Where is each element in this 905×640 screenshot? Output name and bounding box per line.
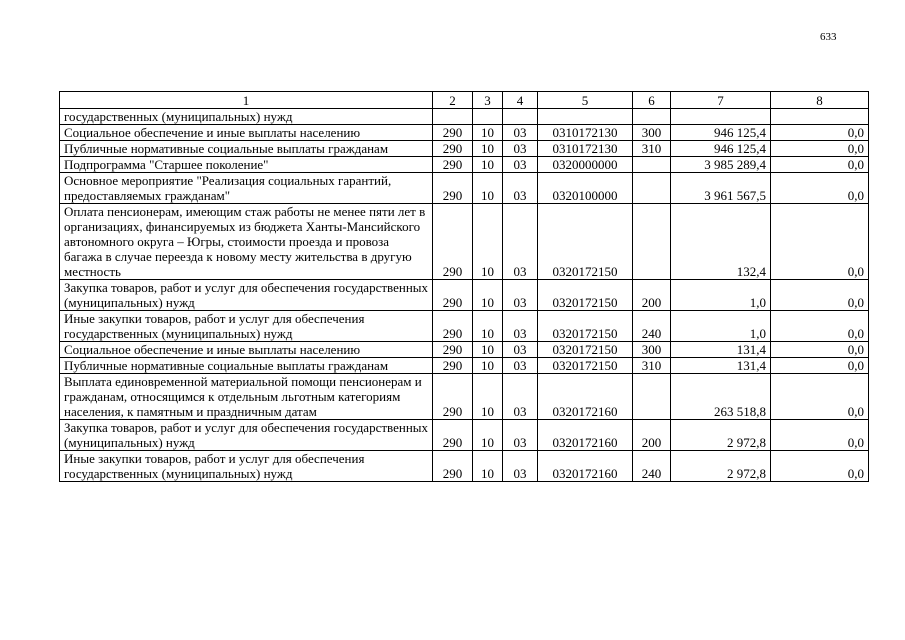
amount-cell: 1,0 <box>671 311 771 342</box>
section-cell: 10 <box>473 420 503 451</box>
expense-type-cell: 200 <box>633 420 671 451</box>
amount2-cell: 0,0 <box>771 358 869 374</box>
subsection-cell: 03 <box>503 280 538 311</box>
section-cell: 10 <box>473 141 503 157</box>
table-row <box>60 374 869 420</box>
amount-cell: 2 972,8 <box>671 451 771 482</box>
amount2-cell <box>771 109 869 125</box>
amount-cell: 1,0 <box>671 280 771 311</box>
code-cell: 290 <box>433 311 473 342</box>
subsection-cell: 03 <box>503 451 538 482</box>
expense-type-cell: 240 <box>633 451 671 482</box>
section-cell: 10 <box>473 374 503 420</box>
expense-type-cell <box>633 109 671 125</box>
table-row <box>60 157 869 173</box>
expense-type-cell <box>633 157 671 173</box>
row-name-cell: Подпрограмма "Старшее поколение" <box>60 157 433 173</box>
expense-type-cell <box>633 374 671 420</box>
code-cell: 290 <box>433 451 473 482</box>
section-cell: 10 <box>473 157 503 173</box>
section-cell: 10 <box>473 342 503 358</box>
code-cell: 290 <box>433 342 473 358</box>
row-name-cell: Социальное обеспечение и иные выплаты населению <box>60 125 433 141</box>
amount2-cell: 0,0 <box>771 204 869 280</box>
header-cell: 3 <box>473 92 503 109</box>
subsection-cell: 03 <box>503 420 538 451</box>
subsection-cell: 03 <box>503 157 538 173</box>
section-cell <box>473 109 503 125</box>
row-name-cell: Выплата единовременной материальной помощи пенсионерам и гражданам, относящимся к отдельным льготным категориям населения, к памятным и праздничным датам <box>60 374 433 420</box>
header-cell: 4 <box>503 92 538 109</box>
amount2-cell: 0,0 <box>771 280 869 311</box>
target-article-cell: 0320172150 <box>538 311 633 342</box>
table-row <box>60 311 869 342</box>
code-cell: 290 <box>433 358 473 374</box>
amount2-cell: 0,0 <box>771 141 869 157</box>
section-cell: 10 <box>473 280 503 311</box>
table-row <box>60 280 869 311</box>
row-name-cell: государственных (муниципальных) нужд <box>60 109 433 125</box>
code-cell <box>433 109 473 125</box>
expense-type-cell: 300 <box>633 342 671 358</box>
amount2-cell: 0,0 <box>771 374 869 420</box>
code-cell: 290 <box>433 420 473 451</box>
table-row <box>60 204 869 280</box>
header-cell: 5 <box>538 92 633 109</box>
code-cell: 290 <box>433 374 473 420</box>
table-row <box>60 342 869 358</box>
amount-cell: 946 125,4 <box>671 125 771 141</box>
target-article-cell: 0320000000 <box>538 157 633 173</box>
subsection-cell: 03 <box>503 311 538 342</box>
amount-cell: 3 961 567,5 <box>671 173 771 204</box>
section-cell: 10 <box>473 204 503 280</box>
section-cell: 10 <box>473 125 503 141</box>
row-name-cell: Закупка товаров, работ и услуг для обеспечения государственных (муниципальных) нужд <box>60 280 433 311</box>
section-cell: 10 <box>473 358 503 374</box>
target-article-cell: 0310172130 <box>538 125 633 141</box>
subsection-cell: 03 <box>503 374 538 420</box>
table-row <box>60 141 869 157</box>
target-article-cell: 0320172150 <box>538 280 633 311</box>
amount-cell: 131,4 <box>671 358 771 374</box>
table-row <box>60 358 869 374</box>
row-name-cell: Социальное обеспечение и иные выплаты населению <box>60 342 433 358</box>
amount-cell: 946 125,4 <box>671 141 771 157</box>
table-header-row <box>60 92 869 109</box>
expense-type-cell <box>633 204 671 280</box>
subsection-cell: 03 <box>503 173 538 204</box>
target-article-cell: 0320172160 <box>538 451 633 482</box>
expense-type-cell: 310 <box>633 141 671 157</box>
code-cell: 290 <box>433 125 473 141</box>
amount-cell: 131,4 <box>671 342 771 358</box>
amount2-cell: 0,0 <box>771 173 869 204</box>
subsection-cell: 03 <box>503 141 538 157</box>
amount2-cell: 0,0 <box>771 157 869 173</box>
header-cell: 1 <box>60 92 433 109</box>
table-row <box>60 173 869 204</box>
target-article-cell: 0310172130 <box>538 141 633 157</box>
row-name-cell: Иные закупки товаров, работ и услуг для обеспечения государственных (муниципальных) нужд <box>60 311 433 342</box>
code-cell: 290 <box>433 204 473 280</box>
target-article-cell <box>538 109 633 125</box>
code-cell: 290 <box>433 157 473 173</box>
section-cell: 10 <box>473 451 503 482</box>
header-cell: 8 <box>771 92 869 109</box>
target-article-cell: 0320100000 <box>538 173 633 204</box>
code-cell: 290 <box>433 280 473 311</box>
code-cell: 290 <box>433 141 473 157</box>
amount2-cell: 0,0 <box>771 311 869 342</box>
table-row <box>60 420 869 451</box>
amount2-cell: 0,0 <box>771 125 869 141</box>
page-number: 633 <box>820 31 837 43</box>
amount2-cell: 0,0 <box>771 420 869 451</box>
target-article-cell: 0320172150 <box>538 204 633 280</box>
row-name-cell: Публичные нормативные социальные выплаты гражданам <box>60 141 433 157</box>
target-article-cell: 0320172160 <box>538 374 633 420</box>
header-cell: 6 <box>633 92 671 109</box>
expense-type-cell: 200 <box>633 280 671 311</box>
row-name-cell: Публичные нормативные социальные выплаты гражданам <box>60 358 433 374</box>
subsection-cell: 03 <box>503 125 538 141</box>
row-name-cell: Основное мероприятие "Реализация социальных гарантий, предоставляемых гражданам" <box>60 173 433 204</box>
expense-type-cell: 310 <box>633 358 671 374</box>
subsection-cell: 03 <box>503 342 538 358</box>
expense-type-cell <box>633 173 671 204</box>
section-cell: 10 <box>473 173 503 204</box>
subsection-cell <box>503 109 538 125</box>
row-name-cell: Закупка товаров, работ и услуг для обеспечения государственных (муниципальных) нужд <box>60 420 433 451</box>
expense-type-cell: 240 <box>633 311 671 342</box>
header-cell: 2 <box>433 92 473 109</box>
amount-cell: 2 972,8 <box>671 420 771 451</box>
table-row <box>60 109 869 125</box>
row-name-cell: Оплата пенсионерам, имеющим стаж работы не менее пяти лет в организациях, финансируемых из бюджета Ханты-Мансийского автономного округа – Югры, стоимости проезда и провоза багажа в случае переезда к новому месту жительства в другую местность <box>60 204 433 280</box>
row-name-cell: Иные закупки товаров, работ и услуг для обеспечения государственных (муниципальных) нужд <box>60 451 433 482</box>
amount-cell: 3 985 289,4 <box>671 157 771 173</box>
header-cell: 7 <box>671 92 771 109</box>
amount2-cell: 0,0 <box>771 342 869 358</box>
amount2-cell: 0,0 <box>771 451 869 482</box>
subsection-cell: 03 <box>503 204 538 280</box>
target-article-cell: 0320172150 <box>538 342 633 358</box>
amount-cell: 132,4 <box>671 204 771 280</box>
amount-cell <box>671 109 771 125</box>
amount-cell: 263 518,8 <box>671 374 771 420</box>
target-article-cell: 0320172160 <box>538 420 633 451</box>
table-row <box>60 125 869 141</box>
target-article-cell: 0320172150 <box>538 358 633 374</box>
budget-table <box>59 91 869 482</box>
subsection-cell: 03 <box>503 358 538 374</box>
section-cell: 10 <box>473 311 503 342</box>
table-row <box>60 451 869 482</box>
code-cell: 290 <box>433 173 473 204</box>
expense-type-cell: 300 <box>633 125 671 141</box>
